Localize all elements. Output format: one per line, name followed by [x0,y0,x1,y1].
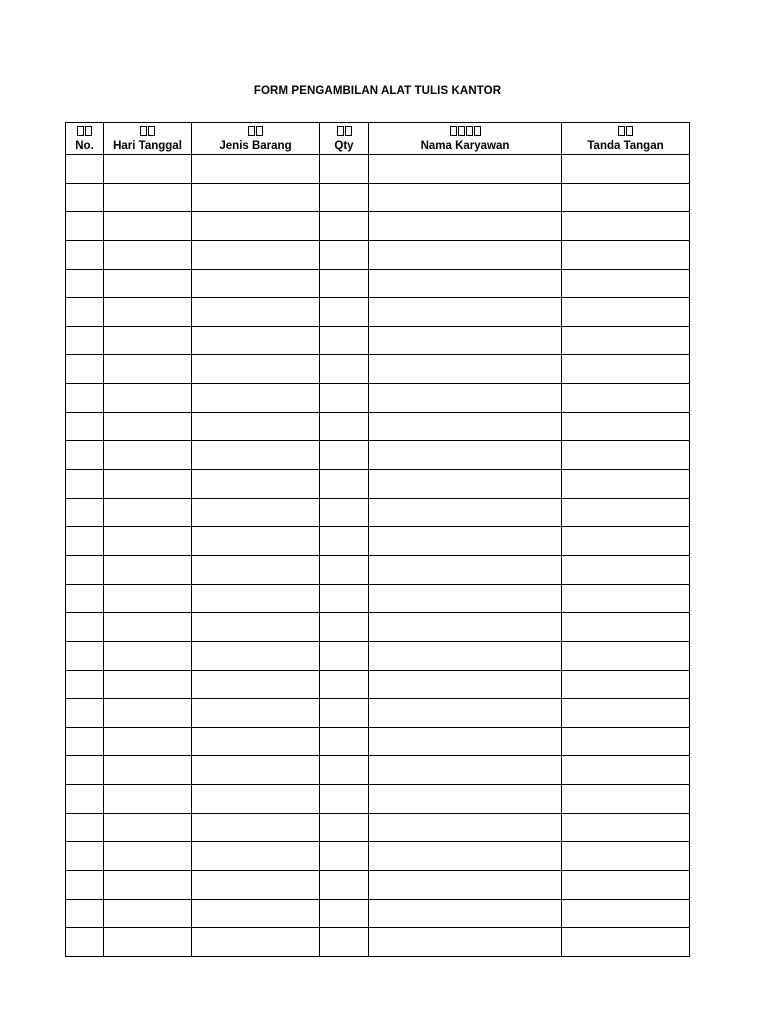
table-cell[interactable] [320,699,369,728]
header-cell-jenis-barang [192,123,320,155]
table-row [66,269,690,298]
table-cell[interactable] [562,470,690,499]
header-label-tanda-tangan: Tanda Tangan [587,139,664,152]
table-cell[interactable] [369,183,562,212]
table-cell[interactable] [104,641,192,670]
table-cell[interactable] [320,412,369,441]
table-row [66,641,690,670]
table-row [66,298,690,327]
table-cell[interactable] [562,269,690,298]
table-cell[interactable] [320,584,369,613]
table-cell[interactable] [320,298,369,327]
table-cell[interactable] [562,326,690,355]
table-cell[interactable] [562,441,690,470]
table-cell[interactable] [320,899,369,928]
table-cell[interactable] [66,670,104,699]
table-cell[interactable] [369,670,562,699]
table-cell[interactable] [562,670,690,699]
table-row [66,928,690,957]
table-row [66,155,690,184]
table-cell[interactable] [66,470,104,499]
missing-glyph-icon [85,126,92,136]
table-cell[interactable] [104,298,192,327]
table-cell[interactable] [562,384,690,413]
table-cell[interactable] [104,441,192,470]
table-cell[interactable] [320,842,369,871]
missing-glyph-icon [458,126,465,136]
table-cell[interactable] [320,498,369,527]
table-cell[interactable] [320,756,369,785]
table-cell[interactable] [562,555,690,584]
table-cell[interactable] [369,727,562,756]
table-cell[interactable] [562,928,690,957]
table-cell[interactable] [192,928,320,957]
table-cell[interactable] [66,412,104,441]
table-cell[interactable] [192,785,320,814]
table-cell[interactable] [192,498,320,527]
table-cell[interactable] [320,613,369,642]
table-row [66,240,690,269]
table-row [66,756,690,785]
missing-glyph-icon [77,126,84,136]
header-cell-nama-karyawan [369,123,562,155]
table-cell[interactable] [66,641,104,670]
table-cell[interactable] [104,670,192,699]
table-cell[interactable] [192,412,320,441]
table-cell[interactable] [562,183,690,212]
table-cell[interactable] [192,641,320,670]
header-label-nama-karyawan: Nama Karyawan [420,139,510,152]
table-cell[interactable] [192,899,320,928]
table-cell[interactable] [320,670,369,699]
form-title: FORM PENGAMBILAN ALAT TULIS KANTOR [253,85,502,97]
table-row [66,527,690,556]
table-cell[interactable] [320,355,369,384]
table-cell[interactable] [66,871,104,900]
missing-glyph-icons [104,125,191,139]
table-cell[interactable] [104,355,192,384]
table-cell[interactable] [66,527,104,556]
table-cell[interactable] [66,555,104,584]
table-cell[interactable] [104,555,192,584]
missing-glyph-icon [337,126,344,136]
table-cell[interactable] [192,871,320,900]
table-row [66,470,690,499]
missing-glyph-icon [248,126,255,136]
table-cell[interactable] [104,699,192,728]
table-cell[interactable] [562,871,690,900]
table-cell[interactable] [192,756,320,785]
table-row [66,871,690,900]
table-cell[interactable] [66,813,104,842]
missing-glyph-icons [66,125,103,139]
table-cell[interactable] [562,155,690,184]
table-cell[interactable] [104,842,192,871]
table-body [66,155,690,957]
table-cell[interactable] [320,555,369,584]
table-cell[interactable] [369,613,562,642]
table-cell[interactable] [104,727,192,756]
table-cell[interactable] [192,584,320,613]
table-cell[interactable] [562,412,690,441]
table-cell[interactable] [192,613,320,642]
table-cell[interactable] [562,641,690,670]
table-cell[interactable] [320,326,369,355]
table-cell[interactable] [192,384,320,413]
missing-glyph-icon [466,126,473,136]
table-cell[interactable] [66,928,104,957]
table-row [66,670,690,699]
table-cell[interactable] [369,240,562,269]
table-cell[interactable] [369,555,562,584]
table-cell[interactable] [104,871,192,900]
table-cell[interactable] [104,470,192,499]
missing-glyph-icon [345,126,352,136]
table-row [66,441,690,470]
header-label-hari-tanggal: Hari Tanggal [113,139,182,152]
table-cell[interactable] [192,212,320,241]
table-cell[interactable] [369,871,562,900]
table-cell[interactable] [562,813,690,842]
table-cell[interactable] [192,727,320,756]
table-row [66,584,690,613]
table-cell[interactable] [320,269,369,298]
table-cell[interactable] [562,899,690,928]
table-cell[interactable] [66,269,104,298]
table-cell[interactable] [320,155,369,184]
table-cell[interactable] [104,269,192,298]
table-cell[interactable] [369,842,562,871]
table-cell[interactable] [562,613,690,642]
table-cell[interactable] [562,498,690,527]
table-cell[interactable] [320,727,369,756]
table-cell[interactable] [369,412,562,441]
table-cell[interactable] [192,441,320,470]
table-cell[interactable] [66,899,104,928]
table-cell[interactable] [66,212,104,241]
table-cell[interactable] [369,641,562,670]
table-cell[interactable] [104,412,192,441]
header-row [66,123,690,155]
table-cell[interactable] [369,326,562,355]
table-cell[interactable] [66,384,104,413]
table-cell[interactable] [562,699,690,728]
table-cell[interactable] [66,727,104,756]
table-cell[interactable] [192,555,320,584]
table-cell[interactable] [192,240,320,269]
table-cell[interactable] [104,527,192,556]
table-cell[interactable] [369,928,562,957]
table-cell[interactable] [562,785,690,814]
table-cell[interactable] [369,699,562,728]
missing-glyph-icons [320,125,368,139]
table-cell[interactable] [192,183,320,212]
header-cell-no [66,123,104,155]
table-cell[interactable] [369,785,562,814]
table-cell[interactable] [192,527,320,556]
table-cell[interactable] [369,470,562,499]
table-cell[interactable] [104,613,192,642]
table-row [66,355,690,384]
table-cell[interactable] [562,240,690,269]
table-cell[interactable] [369,298,562,327]
table-cell[interactable] [104,928,192,957]
table-cell[interactable] [66,155,104,184]
table-cell[interactable] [192,842,320,871]
table-cell[interactable] [369,756,562,785]
table-cell[interactable] [66,842,104,871]
missing-glyph-icon [618,126,625,136]
table-cell[interactable] [192,470,320,499]
table-cell[interactable] [320,384,369,413]
table-cell[interactable] [104,498,192,527]
table-cell[interactable] [66,613,104,642]
table-cell[interactable] [192,813,320,842]
table-row [66,384,690,413]
missing-glyph-icons [562,125,689,139]
table-cell[interactable] [562,584,690,613]
table-cell[interactable] [369,527,562,556]
table-cell[interactable] [562,727,690,756]
form-table [65,122,690,957]
table-row [66,498,690,527]
table-cell[interactable] [320,212,369,241]
table-row [66,555,690,584]
table-cell[interactable] [562,212,690,241]
table-cell[interactable] [66,584,104,613]
missing-glyph-icon [626,126,633,136]
table-cell[interactable] [104,384,192,413]
header-label-jenis-barang: Jenis Barang [219,139,292,152]
table-row [66,785,690,814]
table-cell[interactable] [66,240,104,269]
table-cell[interactable] [66,355,104,384]
table-row [66,326,690,355]
table-row [66,899,690,928]
table-cell[interactable] [562,355,690,384]
table-cell[interactable] [192,355,320,384]
missing-glyph-icon [474,126,481,136]
table-cell[interactable] [104,183,192,212]
table-cell[interactable] [369,212,562,241]
table-cell[interactable] [104,813,192,842]
table-cell[interactable] [104,785,192,814]
table-cell[interactable] [192,699,320,728]
table-cell[interactable] [66,183,104,212]
table-cell[interactable] [104,240,192,269]
missing-glyph-icons [192,125,319,139]
missing-glyph-icon [140,126,147,136]
table-cell[interactable] [320,928,369,957]
table-cell[interactable] [369,899,562,928]
header-label-qty: Qty [334,139,354,152]
table-row [66,212,690,241]
table-cell[interactable] [192,670,320,699]
table-cell[interactable] [369,269,562,298]
table-cell[interactable] [369,813,562,842]
missing-glyph-icon [450,126,457,136]
table-cell[interactable] [562,842,690,871]
table-cell[interactable] [104,899,192,928]
table-cell[interactable] [320,470,369,499]
table-cell[interactable] [66,699,104,728]
header-label-no: No. [75,139,94,152]
missing-glyph-icons [369,125,561,139]
table-cell[interactable] [369,155,562,184]
header-cell-tanda-tangan [562,123,690,155]
table-cell[interactable] [369,355,562,384]
table-row [66,727,690,756]
table-cell[interactable] [66,326,104,355]
table-row [66,842,690,871]
table-cell[interactable] [104,584,192,613]
table-cell[interactable] [104,155,192,184]
table-cell[interactable] [562,527,690,556]
table-cell[interactable] [369,384,562,413]
table-row [66,813,690,842]
table-cell[interactable] [104,212,192,241]
missing-glyph-icon [256,126,263,136]
table-cell[interactable] [320,871,369,900]
table-cell[interactable] [369,441,562,470]
table-cell[interactable] [562,756,690,785]
table-row [66,183,690,212]
table-row [66,613,690,642]
table-cell[interactable] [66,756,104,785]
table-cell[interactable] [562,298,690,327]
table-cell[interactable] [192,269,320,298]
table-cell[interactable] [104,756,192,785]
table-cell[interactable] [320,240,369,269]
table-cell[interactable] [320,641,369,670]
table-cell[interactable] [369,584,562,613]
table-cell[interactable] [320,785,369,814]
table-cell[interactable] [192,326,320,355]
header-cell-qty [320,123,369,155]
header-cell-hari-tanggal [104,123,192,155]
table-cell[interactable] [192,155,320,184]
table-cell[interactable] [66,298,104,327]
table-cell[interactable] [104,326,192,355]
table-cell[interactable] [320,813,369,842]
table-row [66,412,690,441]
table-cell[interactable] [192,298,320,327]
table-cell[interactable] [66,785,104,814]
table-row [66,699,690,728]
missing-glyph-icon [148,126,155,136]
table-cell[interactable] [66,441,104,470]
table-cell[interactable] [369,498,562,527]
table-cell[interactable] [320,527,369,556]
table-cell[interactable] [320,441,369,470]
table-cell[interactable] [66,498,104,527]
table-cell[interactable] [320,183,369,212]
